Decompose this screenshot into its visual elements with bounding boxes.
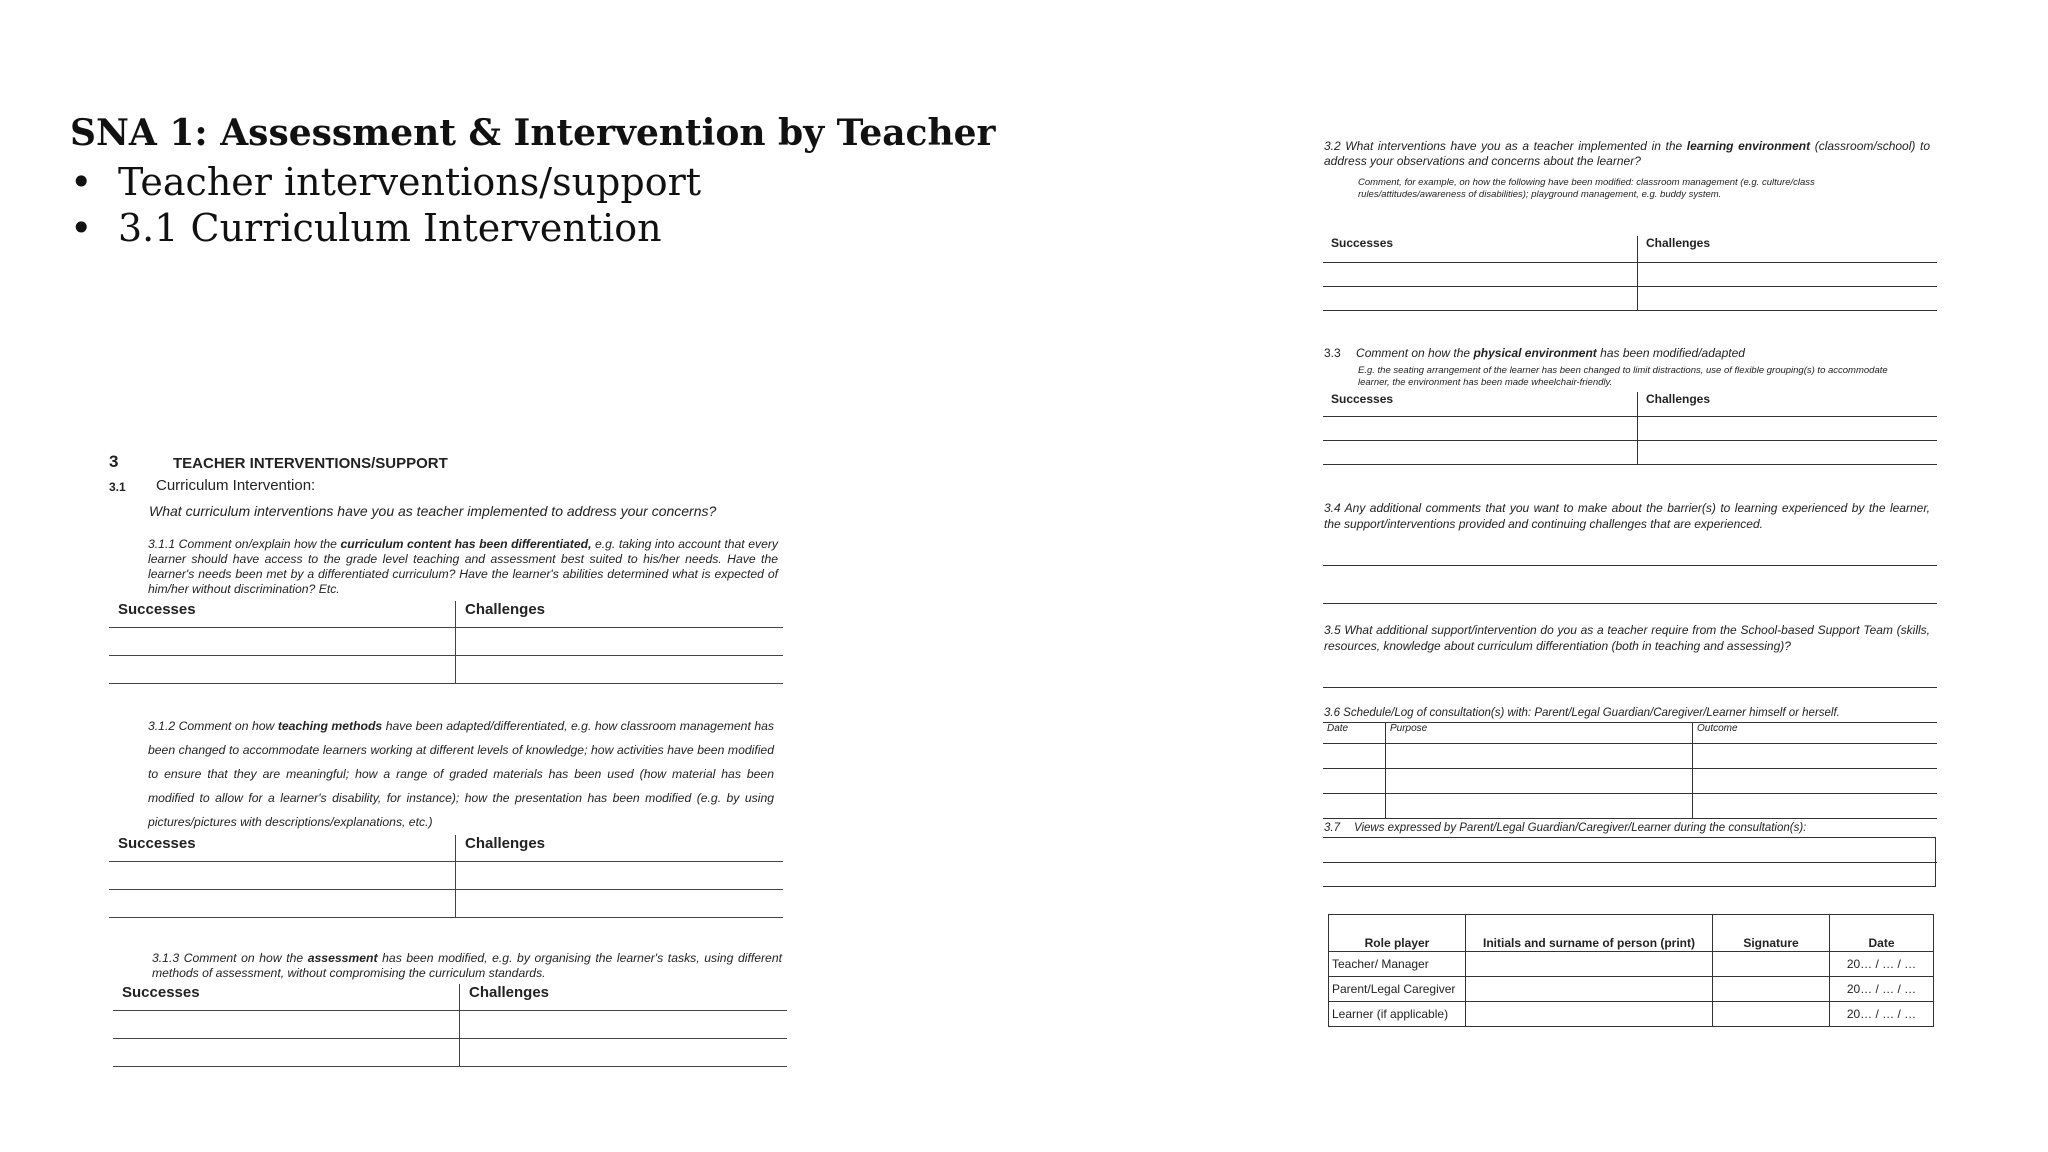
slide-title: SNA 1: Assessment & Intervention by Teacher	[70, 112, 996, 154]
date-cell: 20… / … / …	[1830, 977, 1934, 1002]
answer-line	[1323, 862, 1937, 863]
table-cell	[456, 862, 784, 890]
bullet-text: Teacher interventions/support	[118, 160, 702, 204]
col-challenges: Challenges	[456, 601, 784, 628]
question-3-5: 3.5 What additional support/intervention do you as a teacher require from the School-based Support Team (skills, resources, knowledge about curriculum differentiation (both in teaching and assessing)?	[1324, 623, 1930, 653]
section-title: TEACHER INTERVENTIONS/SUPPORT	[173, 455, 448, 472]
table-row	[1329, 1002, 1934, 1027]
table-3-1-3	[113, 984, 787, 1067]
date-cell: 20… / … / …	[1830, 1002, 1934, 1027]
table-cell	[1323, 263, 1638, 287]
col-challenges: Challenges	[456, 835, 784, 862]
table-cell	[1323, 744, 1386, 769]
col-role-player: Role player	[1329, 915, 1466, 952]
col-outcome: Outcome	[1693, 723, 1938, 744]
table-cell	[1386, 794, 1693, 819]
col-date: Date	[1323, 723, 1386, 744]
table-cell	[456, 628, 784, 656]
q37-number: 3.7	[1324, 822, 1340, 834]
table-cell	[1386, 744, 1693, 769]
table-cell	[1323, 287, 1638, 311]
table-cell	[1638, 287, 1938, 311]
bullet-glyph: •	[70, 160, 93, 204]
q312-bold: teaching methods	[277, 719, 383, 733]
q312-text: 3.1.2 Comment on how	[148, 719, 278, 733]
role-cell: Parent/Legal Caregiver	[1329, 977, 1466, 1002]
table-cell	[1713, 952, 1830, 977]
table-cell	[1386, 769, 1693, 794]
col-initials-surname: Initials and surname of person (print)	[1466, 915, 1713, 952]
col-successes: Successes	[1323, 392, 1638, 417]
col-successes: Successes	[113, 984, 460, 1011]
q32-text-rest: (classroom/school) to address your observations and concerns about the learner?	[1324, 139, 1930, 168]
col-successes: Successes	[109, 601, 456, 628]
table-cell	[1713, 977, 1830, 1002]
note-3-2: Comment, for example, on how the following have been modified: classroom management (e.g. culture/class rules/attitudes/awareness of disabilities); playground management, e.g. buddy system.	[1358, 177, 1815, 200]
table-cell	[1466, 952, 1713, 977]
table-cell	[456, 890, 784, 918]
bullet-item	[70, 160, 701, 204]
table-cell	[1693, 794, 1938, 819]
q33-text-rest: has been modified/adapted	[1596, 346, 1745, 360]
role-cell: Teacher/ Manager	[1329, 952, 1466, 977]
q33-number: 3.3	[1324, 346, 1341, 360]
role-player-table	[1328, 914, 1934, 1027]
col-purpose: Purpose	[1386, 723, 1693, 744]
table-3-2	[1323, 236, 1937, 311]
q37-text: Views expressed by Parent/Legal Guardian/Caregiver/Learner during the consultation(s):	[1354, 822, 1807, 834]
q33-text: Comment on how the	[1356, 346, 1474, 360]
section-number: 3	[109, 452, 119, 471]
col-successes: Successes	[109, 835, 456, 862]
table-cell	[1466, 1002, 1713, 1027]
q32-bold: learning environment	[1686, 139, 1811, 153]
question-3-1-3	[152, 951, 782, 981]
question-3-7	[1324, 822, 1806, 834]
table-cell	[1693, 744, 1938, 769]
table-cell	[109, 890, 456, 918]
consultation-log-table	[1323, 722, 1937, 819]
table-cell	[1323, 441, 1638, 465]
q32-text: 3.2 What interventions have you as a teacher implemented in the	[1324, 139, 1687, 153]
answer-line	[1323, 603, 1937, 604]
subsection-number: 3.1	[109, 480, 126, 494]
answer-line	[1323, 565, 1937, 566]
col-challenges: Challenges	[1638, 392, 1938, 417]
table-3-1-1	[109, 601, 783, 684]
table-cell	[109, 656, 456, 684]
table-3-1-2	[109, 835, 783, 918]
subsection-title: Curriculum Intervention:	[156, 477, 316, 494]
bullet-text: 3.1 Curriculum Intervention	[118, 206, 662, 250]
q33-bold: physical environment	[1473, 346, 1597, 360]
table-cell	[1323, 794, 1386, 819]
q313-text: 3.1.3 Comment on how the	[152, 951, 308, 965]
table-cell	[456, 656, 784, 684]
col-challenges: Challenges	[460, 984, 788, 1011]
table-cell	[109, 628, 456, 656]
table-cell	[1693, 769, 1938, 794]
table-cell	[1638, 417, 1938, 441]
question-3-3	[1324, 346, 1745, 360]
question-3-1-2	[148, 714, 774, 834]
table-cell	[113, 1011, 460, 1039]
q313-bold: assessment	[307, 951, 378, 965]
answer-line	[1323, 687, 1937, 688]
q311-bold: curriculum content has been differentiated,	[340, 537, 592, 551]
table-cell	[1323, 417, 1638, 441]
table-row	[1329, 952, 1934, 977]
col-date: Date	[1830, 915, 1934, 952]
question-3-4: 3.4 Any additional comments that you want to make about the barrier(s) to learning experienced by the learner, the support/interventions provided and continuing challenges that are experienced.	[1324, 501, 1930, 531]
table-row	[1329, 977, 1934, 1002]
bullet-glyph: •	[70, 206, 93, 250]
bullet-item	[70, 206, 662, 250]
note-3-3: E.g. the seating arrangement of the learner has been changed to limit distractions, use of flexible grouping(s) to accommodate learner, the environment has been made wheelchair-friendly.	[1358, 365, 1888, 388]
question-3-1-1	[148, 537, 778, 597]
table-cell	[1638, 441, 1938, 465]
table-cell	[1713, 1002, 1830, 1027]
date-cell: 20… / … / …	[1830, 952, 1934, 977]
col-successes: Successes	[1323, 236, 1638, 263]
q312-text-rest: have been adapted/differentiated, e.g. how classroom management has been changed to accommodate learners working at different levels of knowledge; how activities have been modified to ensure that they are meaningful; how a range of graded materials has been used (how material has been modified to allow for a learner's disability, for instance); how the presentation has been modified (e.g. by using pictures/pictures with descriptions/explanations, etc.)	[148, 719, 774, 829]
question-3-2	[1324, 139, 1930, 169]
table-cell	[460, 1039, 788, 1067]
table-cell	[1323, 769, 1386, 794]
table-cell	[113, 1039, 460, 1067]
col-signature: Signature	[1713, 915, 1830, 952]
q311-text-rest: e.g. taking into account that every learner should have access to the grade level teaching and assessment best suited to his/her needs. Have the learner's needs been met by a differentiated curriculum? Have the learner's abilities determined what is expected of him/her without discrimination? Etc.	[148, 537, 778, 596]
table-cell	[109, 862, 456, 890]
table-cell	[1466, 977, 1713, 1002]
table-cell	[460, 1011, 788, 1039]
table-3-3	[1323, 392, 1937, 465]
q311-text: 3.1.1 Comment on/explain how the	[148, 537, 341, 551]
question-3-6: 3.6 Schedule/Log of consultation(s) with: Parent/Legal Guardian/Caregiver/Learner himself or herself.	[1324, 707, 1840, 719]
curriculum-question: What curriculum interventions have you as teacher implemented to address your concerns?	[149, 503, 717, 519]
role-cell: Learner (if applicable)	[1329, 1002, 1466, 1027]
q313-text-rest: has been modified, e.g. by organising the learner's tasks, using different methods of assessment, without compromising the curriculum standards.	[152, 951, 782, 980]
col-challenges: Challenges	[1638, 236, 1938, 263]
table-cell	[1638, 263, 1938, 287]
